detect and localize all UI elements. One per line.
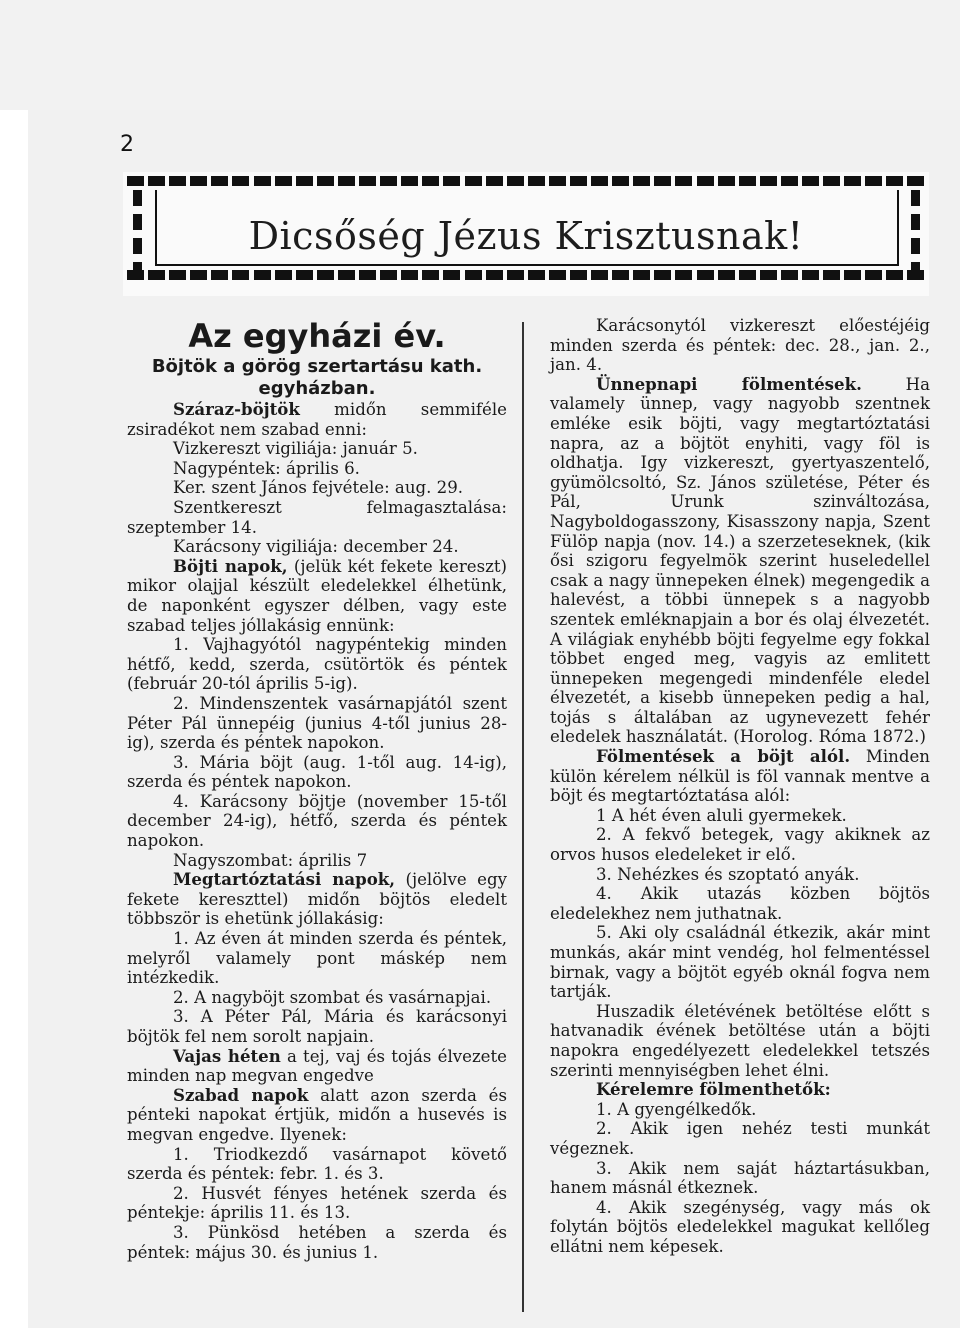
list-item: 2. A fekvő betegek, vagy akiknek az orvos husos eledeleket ir elő. <box>550 825 930 865</box>
section-heading: Az egyházi év. <box>188 317 446 355</box>
list-item: 2. Mindenszentek vasárnapjától szent Péter Pál ünnepéig (junius 4-től junius 28-ig), szerda és péntek napokon. <box>127 693 507 753</box>
term-szaraz-bojtok: Száraz-böjtök <box>173 399 300 419</box>
paragraph-huszadik-eletev: Huszadik életévének betöltése előtt s hatvanadik évének betöltése után a böjti napokra engedélyezett eledelekkel tetszés szerinti mennyiségben lehet élni. <box>550 1001 930 1080</box>
term-bojti-napok: Böjti napok, <box>173 555 288 576</box>
term-folmentesek: Fölmentések a böjt alól. <box>596 746 851 767</box>
list-item: Nagypéntek: április 6. <box>173 458 360 478</box>
column-divider <box>522 322 524 1312</box>
list-item: 3. Nehézkes és szoptató anyák. <box>596 864 860 884</box>
list-item: 3. Akik nem saját háztartásukban, hanem másnál étkeznek. <box>550 1158 930 1198</box>
list-item: 2. Akik igen nehéz testi munkát végeznek. <box>550 1119 930 1158</box>
paragraph-szaraz-bojtok: Száraz-böjtök midőn semmiféle zsiradékot nem szabad enni: <box>127 399 507 439</box>
paragraph-karacsonytol: Karácsonytól vizkereszt előestéjéig minden szerda és péntek: dec. 28., jan. 2., jan. 4. <box>550 316 930 375</box>
paragraph-szabad-napok: Szabad napok alatt azon szerda és pénteki napokat értjük, midőn a husevés is megvan engedve. Ilyenek: <box>127 1084 507 1144</box>
term-vajas-het: Vajas héten <box>173 1045 281 1066</box>
paragraph-vajas-het: Vajas héten a tej, vaj és tojás élvezete minden nap megvan engedve <box>127 1045 507 1086</box>
list-item: 1. Triodkezdő vasárnapot követő szerda és péntek: febr. 1. és 3. <box>127 1144 507 1184</box>
list-item: Karácsony vigiliája: december 24. <box>173 537 459 557</box>
list-item: 3. Pünkösd hetében a szerda és péntek: május 30. és junius 1. <box>127 1222 507 1262</box>
list-item: 4. Karácsony böjtje (november 15-től december 24-ig), hétfő, szerda és péntek napokon. <box>127 791 507 851</box>
paragraph-unnepnapi-folmentesek: Ünnepnapi fölmentések. Ha valamely ünnep, vagy nagyobb szentnek emléke esik böjti, vagy megtartóztatási napra, az a böjtöt enyhiti, vagy föl is oldhatja. Igy vizkereszt, gyertyaszentelő, gyümölcsoltó, Sz. János születése, Péter és Pál, Urunk szinváltozása, Nagyboldogasszony, Kisasszony napja, Szent Fülöp napja (nov. 14.) a szerzeteseknek, (kik ősi szigoru fegyelmök szerint huseledellel csak a nagy ünnepeken élnek) megengedik a halevést, a többi ünnepek s a nagyobb szentek emléknapjain a bor és olaj élvezetét. A világiak enyhébb böjti fegyelme egy fokkal többet enged meg, vagyis az emlitett ünnepeken megengedi mindenféle eledel élvezetét, a kisebb ünnepeken pedig a hal, tojás s általában az ugynevezett fehér eledelek használatát. (Horolog. Róma 1872.) <box>550 373 930 747</box>
scan-top-margin <box>0 0 960 110</box>
list-item: Szentkereszt felmagasztalása: szeptember 14. <box>127 497 507 537</box>
banner-title: Dicsőség Jézus Krisztusnak! <box>248 214 804 258</box>
right-column <box>550 316 930 1257</box>
list-item: 3. A Péter Pál, Mária és karácsonyi böjtök fel nem sorolt napjain. <box>127 1007 507 1046</box>
title-banner <box>123 172 929 296</box>
term-szabad-napok: Szabad napok <box>173 1084 309 1105</box>
paragraph-bojti-napok: Böjti napok, (jelük két fekete kereszt) mikor olajjal készült eledelekkel élhetünk, de naponként egyszer délben, vagy este szabad teljes jóllakásig ennünk: <box>127 555 508 635</box>
list-item: 1. Az éven át minden szerda és péntek, melyről valamely pont máskép nem intézkedik. <box>127 929 507 988</box>
banner-border-top <box>127 174 925 188</box>
list-item: Ker. szent János fejvétele: aug. 29. <box>173 478 464 498</box>
list-item: Vizkereszt vigiliája: január 5. <box>173 439 418 459</box>
list-item: Nagyszombat: április 7 <box>173 850 368 870</box>
section-subheading: Böjtök a görög szertartásu kath. egyházban. <box>151 356 483 399</box>
paragraph-megtartoztatasi-napok: Megtartóztatási napok, (jelölve egy fekete kereszttel) midőn böjtös eledelt többször is ehetünk jóllakásig: <box>127 869 507 929</box>
term-megtartoztatasi-napok: Megtartóztatási napok, <box>173 869 396 890</box>
list-item: 1 A hét éven aluli gyermekek. <box>596 805 847 825</box>
page-number: 2 <box>120 132 134 157</box>
list-item: 2. A nagyböjt szombat és vasárnapjai. <box>173 987 492 1007</box>
list-item: 4. Akik utazás közben böjtös eledelekhez nem juthatnak. <box>550 884 930 923</box>
list-item: 3. Mária böjt (aug. 1-től aug. 14-ig), szerda és péntek napokon. <box>127 752 507 792</box>
list-item: 2. Husvét fényes hetének szerda és péntekje: április 11. és 13. <box>127 1183 507 1223</box>
left-column <box>127 316 507 1262</box>
list-item: 1. A gyengélkedők. <box>596 1099 757 1119</box>
paragraph-folmentesek-a-bojt-alol: Fölmentések a böjt alól. Minden külön kérelem nélkül is föl vannak mentve a böjt és megtartóztatása alól: <box>550 746 930 806</box>
list-item: 1. Vajhagyótól nagypéntekig minden hétfő, kedd, szerda, csütörtök és péntek (február 20-tól április 5-ig). <box>127 635 507 694</box>
list-item: 5. Aki oly családnál étkezik, akár mint munkás, akár mint vendég, hol felmentéssel birnak, vagy a böjtöt egyéb oknál fogva nem tartják. <box>550 923 930 1002</box>
list-item: 4. Akik szegénység, vagy más ok folytán böjtös eledelekkel magukat kellőleg ellátni nem képesek. <box>550 1197 930 1256</box>
banner-border-bottom <box>127 268 925 282</box>
subheading-kerelemre: Kérelemre fölmenthetők: <box>596 1079 831 1100</box>
term-unnepnapi-folmentesek: Ünnepnapi fölmentések. <box>596 373 862 394</box>
